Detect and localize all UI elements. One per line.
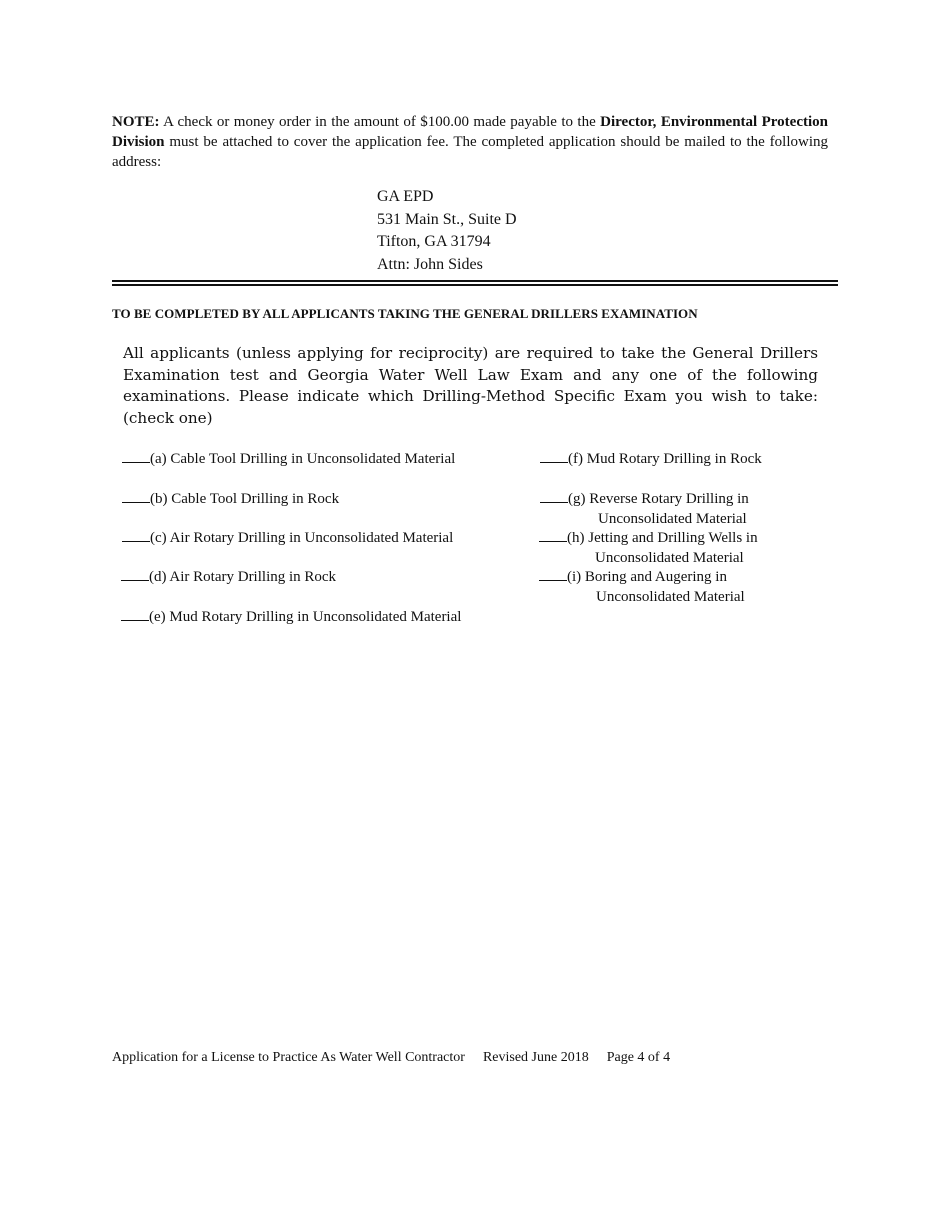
address-line-4: Attn: John Sides [377, 256, 483, 274]
option-f[interactable] [540, 449, 762, 470]
mailing-address [377, 186, 517, 277]
note-payee: Director, Environmental Protection Division [112, 114, 828, 150]
option-b-label: (b) Cable Tool Drilling in Rock [150, 491, 340, 507]
note-text-1: A check or money order in the amount of $100.00 made payable to the [159, 114, 601, 130]
option-i[interactable] [539, 567, 745, 607]
option-h[interactable] [539, 528, 758, 568]
option-a[interactable] [122, 449, 455, 470]
section-intro: All applicants (unless applying for reciprocity) are required to take the General Drillers Examination test and Georgia Water Well Law Exam and any one of the following examinations. Please indicate which Drilling-Method Specific Exam you wish to take: (check one) [123, 344, 818, 427]
option-i-check-blank[interactable] [539, 567, 567, 581]
option-c-check-blank[interactable] [122, 528, 150, 542]
fee-note [112, 112, 828, 172]
footer-revised: Revised June 2018 [482, 1050, 589, 1065]
option-i-label-cont: Unconsolidated Material [596, 588, 745, 605]
option-e-label: (e) Mud Rotary Drilling in Unconsolidated Material [149, 609, 462, 625]
option-a-check-blank[interactable] [122, 449, 150, 463]
option-g-label: (g) Reverse Rotary Drilling in [568, 491, 749, 507]
option-g-label-cont: Unconsolidated Material [598, 510, 747, 527]
footer-page-number: Page 4 of 4 [606, 1050, 671, 1065]
option-i-label: (i) Boring and Augering in [567, 569, 727, 585]
option-h-label: (h) Jetting and Drilling Wells in [567, 530, 758, 546]
option-g[interactable] [540, 489, 749, 529]
option-e-check-blank[interactable] [121, 607, 149, 621]
note-text-2: must be attached to cover the application fee. The completed application should be mailed to the following address: [112, 134, 828, 170]
option-h-label-cont: Unconsolidated Material [595, 549, 744, 566]
option-f-check-blank[interactable] [540, 449, 568, 463]
address-line-2: 531 Main St., Suite D [377, 210, 517, 228]
option-d[interactable] [121, 567, 336, 588]
option-b[interactable] [122, 489, 339, 510]
option-c[interactable] [122, 528, 453, 549]
option-a-label: (a) Cable Tool Drilling in Unconsolidated Material [150, 451, 456, 467]
address-line-3: Tifton, GA 31794 [377, 233, 491, 251]
address-line-1: GA EPD [377, 188, 434, 205]
option-d-check-blank[interactable] [121, 567, 149, 581]
note-label: NOTE: [112, 114, 160, 130]
option-f-label: (f) Mud Rotary Drilling in Rock [568, 451, 762, 467]
option-e[interactable] [121, 607, 461, 628]
page-footer [112, 1050, 688, 1066]
section-heading: TO BE COMPLETED BY ALL APPLICANTS TAKING THE GENERAL DRILLERS EXAMINATION [112, 306, 698, 321]
divider-top [112, 280, 838, 282]
footer-title: Application for a License to Practice As Water Well Contractor [112, 1050, 465, 1065]
option-b-check-blank[interactable] [122, 489, 150, 503]
divider-bottom [112, 284, 838, 286]
option-h-check-blank[interactable] [539, 528, 567, 542]
option-d-label: (d) Air Rotary Drilling in Rock [149, 569, 337, 585]
option-c-label: (c) Air Rotary Drilling in Unconsolidated Material [150, 530, 454, 546]
option-g-check-blank[interactable] [540, 489, 568, 503]
